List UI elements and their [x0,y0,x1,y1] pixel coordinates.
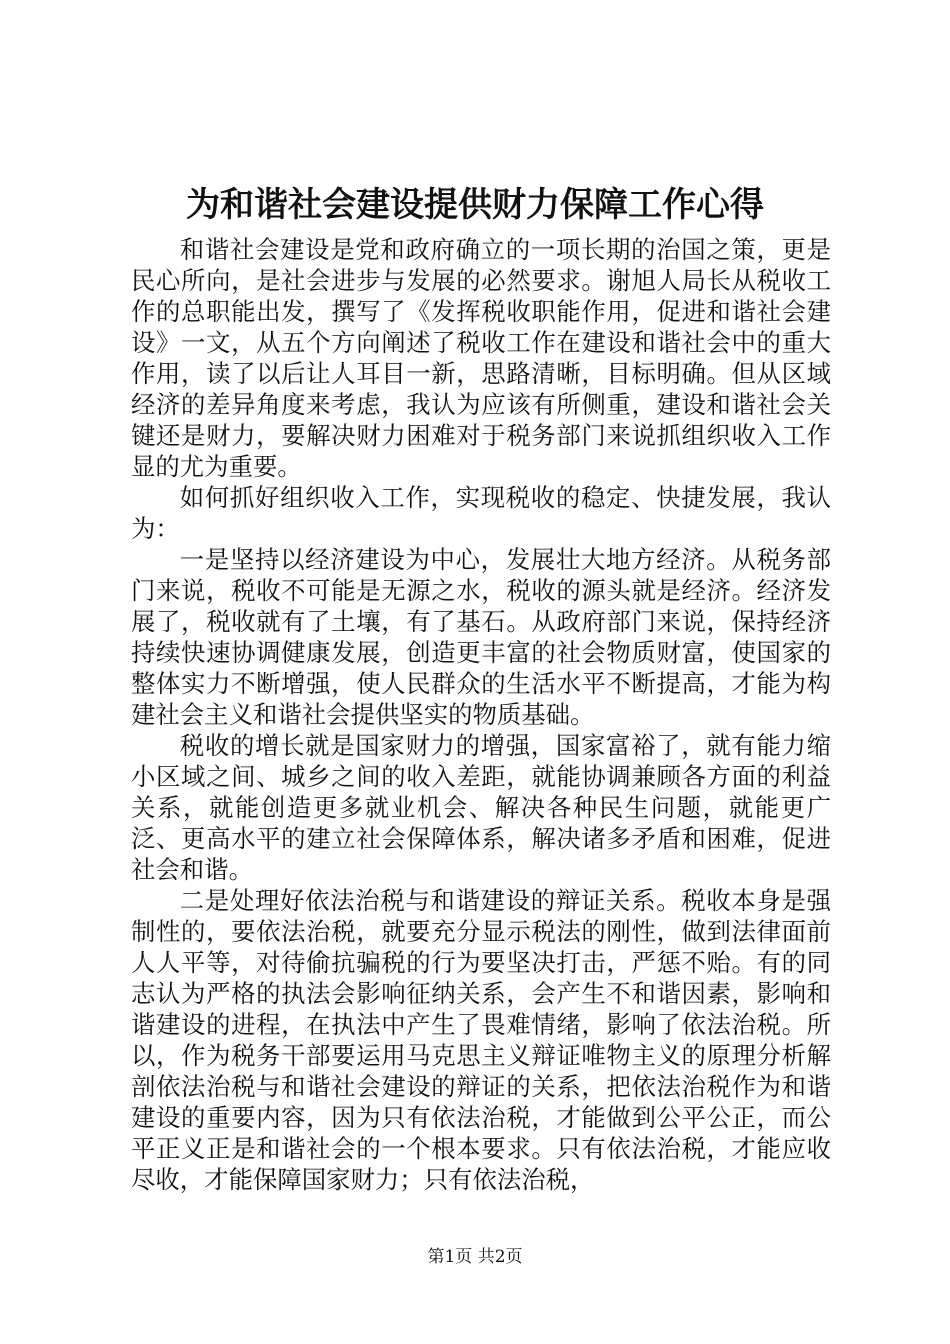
document-title: 为和谐社会建设提供财力保障工作心得 [186,185,764,225]
paragraph-point-one: 一是坚持以经济建设为中心，发展壮大地方经济。从税务部门来说，税收不可能是无源之水，税收的源头就是经济。经济发展了，税收就有了土壤，有了基石。从政府部门来说，保持经济持续快速协调健康发展，创造更丰富的社会物质财富，使国家的整体实力不断增强，使人民群众的生活水平不断提高，才能为构建社会主义和谐社会提供坚实的物质基础。 [131,545,831,729]
paragraph-tax-growth: 税收的增长就是国家财力的增强，国家富裕了，就有能力缩小区域之间、城乡之间的收入差距，就能协调兼顾各方面的利益关系，就能创造更多就业机会、解决各种民生问题，就能更广泛、更高水平的建立社会保障体系，解决诸多矛盾和困难，促进社会和谐。 [131,731,831,884]
paragraph-question: 如何抓好组织收入工作，实现税收的稳定、快捷发展，我认为： [131,483,831,543]
paragraph-point-two: 二是处理好依法治税与和谐建设的辩证关系。税收本身是强制性的，要依法治税，就要充分显示税法的刚性，做到法律面前人人平等，对待偷抗骗税的行为要坚决打击，严惩不贻。有的同志认为严格的执法会影响征纳关系，会产生不和谐因素，影响和谐建设的进程，在执法中产生了畏难情绪，影响了依法治税。所以，作为税务干部要运用马克思主义辩证唯物主义的原理分析解剖依法治税与和谐社会建设的辩证的关系，把依法治税作为和谐建设的重要内容，因为只有依法治税，才能做到公平公正，而公平正义正是和谐社会的一个根本要求。只有依法治税，才能应收尽收，才能保障国家财力；只有依法治税， [131,886,831,1194]
page-footer: 第1页 共2页 [427,1247,523,1267]
document-body [131,234,831,1195]
paragraph-intro: 和谐社会建设是党和政府确立的一项长期的治国之策，更是民心所向，是社会进步与发展的必然要求。谢旭人局长从税收工作的总职能出发，撰写了《发挥税收职能作用，促进和谐社会建设》一文，从五个方向阐述了税收工作在建设和谐社会中的重大作用，读了以后让人耳目一新，思路清晰，目标明确。但从区域经济的差异角度来考虑，我认为应该有所侧重，建设和谐社会关键还是财力，要解决财力困难对于税务部门来说抓组织收入工作显的尤为重要。 [131,235,831,481]
